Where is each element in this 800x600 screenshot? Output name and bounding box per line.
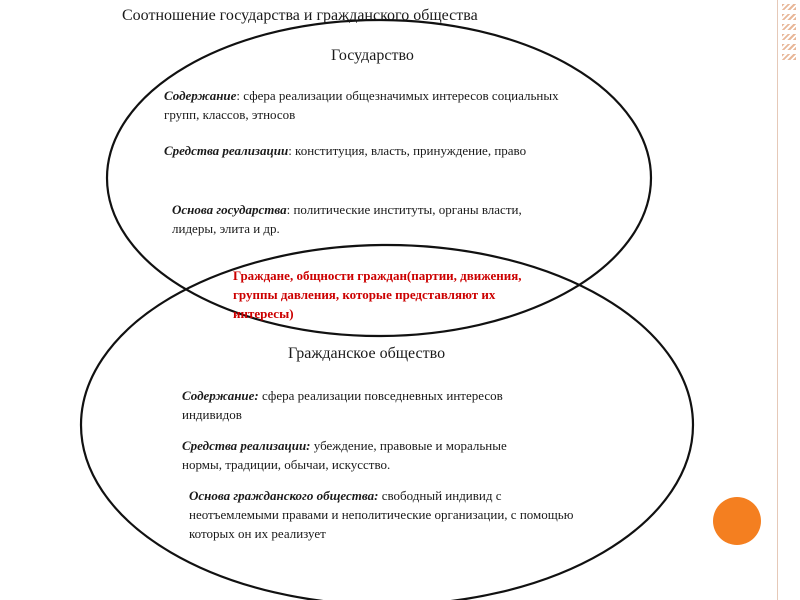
civil-basis-text: свободный индивид с неотъемлемыми правами и неполитические организации, с помощью которых он их реализует <box>189 488 574 541</box>
decorative-strip <box>777 0 800 600</box>
state-content <box>164 86 564 124</box>
civil-society-heading: Гражданское общество <box>288 345 446 362</box>
intersection-text: Граждане, общности граждан(партии, движения, группы давления, которые представляют их интересы) <box>233 268 522 321</box>
state-heading: Государство <box>331 47 414 64</box>
state-means-label: Средства реализации <box>164 143 289 158</box>
state-means-text: : конституция, власть, принуждение, право <box>288 143 527 158</box>
state-content-label: Содержание <box>164 88 237 103</box>
civil-content-label: Содержание: <box>182 388 259 403</box>
civil-basis <box>189 486 594 543</box>
state-content-text: : сфера реализации общезначимых интересов социальных групп, классов, этносов <box>164 88 559 122</box>
state-basis <box>172 200 552 238</box>
state-basis-label: Основа государства <box>172 202 287 217</box>
civil-content-text: сфера реализации повседневных интересов индивидов <box>182 388 503 422</box>
state-basis-text: : политические институты, органы власти, лидеры, элита и др. <box>172 202 522 236</box>
civil-means <box>182 436 522 474</box>
decorative-circle <box>713 497 761 545</box>
civil-basis-label: Основа гражданского общества: <box>189 488 379 503</box>
civil-content <box>182 386 522 424</box>
slide-title: Соотношение государства и гражданского общества <box>122 7 478 24</box>
state-means <box>164 140 574 162</box>
civil-means-label: Средства реализации: <box>182 438 311 453</box>
civil-means-text: убеждение, правовые и моральные нормы, традиции, обычаи, искусство. <box>182 438 507 472</box>
